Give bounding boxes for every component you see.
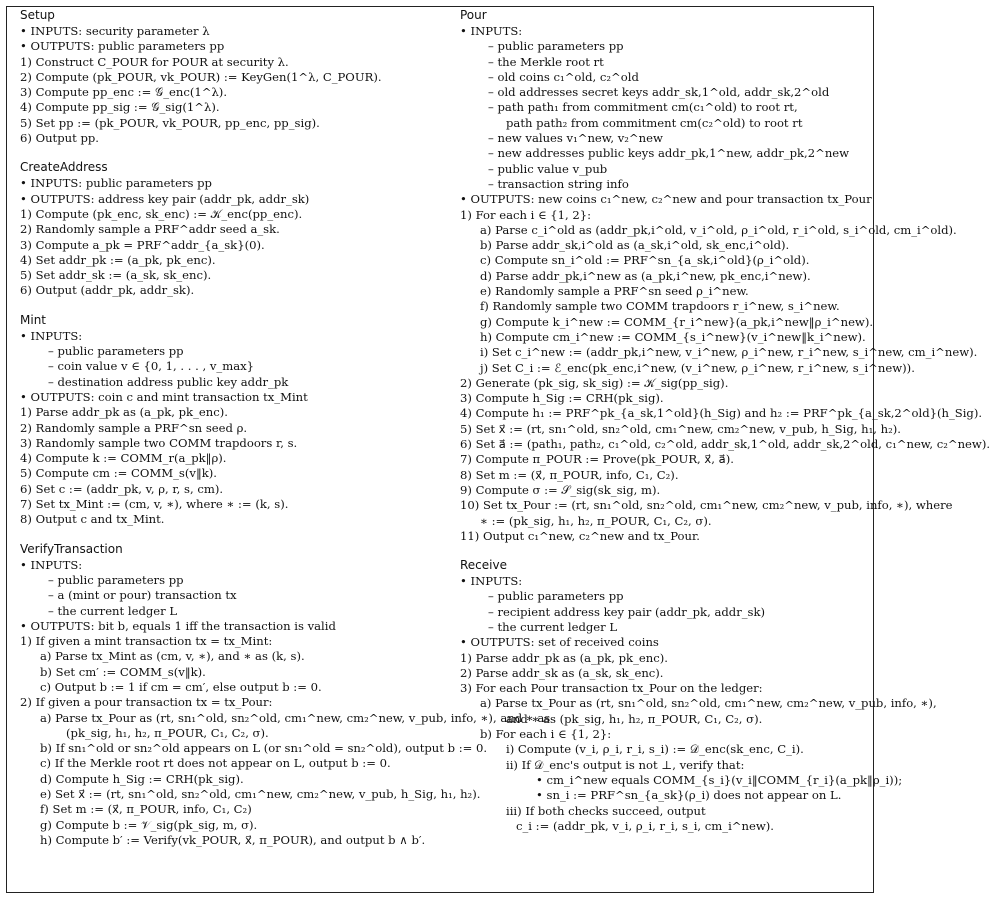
algorithm-line: – coin value v ∈ {0, 1, . . . , v_max} [48, 359, 255, 374]
algorithm-line: 1) If given a mint transaction tx = tx_Mint: [20, 634, 273, 649]
algorithm-line: iii) If both checks succeed, output [506, 803, 706, 818]
algorithm-line: – public parameters pp [488, 39, 624, 54]
algorithm-line: ii) If 𝒟_enc's output is not ⊥, verify that: [506, 757, 745, 772]
algorithm-line: e) Randomly sample a PRF^sn seed ρ_i^new. [480, 284, 749, 299]
algorithm-line: 2) Generate (pk_sig, sk_sig) := 𝒦_sig(pp_sig). [460, 375, 729, 390]
algorithm-line: – new values v₁^new, v₂^new [488, 131, 663, 146]
algorithm-line: • OUTPUTS: public parameters pp [20, 39, 225, 54]
algorithm-line: h) Compute b′ := Verify(vk_POUR, x⃗, π_POUR), and output b ∧ b′. [40, 832, 426, 847]
algorithm-line: c) Output b := 1 if cm = cm′, else output b := 0. [40, 679, 322, 694]
algorithm-line: • INPUTS: [460, 574, 523, 589]
algorithm-line: 2) Randomly sample a PRF^sn seed ρ. [20, 420, 248, 435]
algorithm-line: – public parameters pp [48, 344, 184, 359]
algorithm-line: 6) Set a⃗ := (path₁, path₂, c₁^old, c₂^old, addr_sk,1^old, addr_sk,2^old, c₁^new, c₂^new). [460, 437, 990, 452]
algorithm-line: a) Parse c_i^old as (addr_pk,i^old, v_i^old, ρ_i^old, r_i^old, s_i^old, cm_i^old). [480, 222, 957, 237]
algorithm-line: 1) Compute (pk_enc, sk_enc) := 𝒦_enc(pp_enc). [20, 206, 303, 221]
algorithm-line: b) For each i ∈ {1, 2}: [480, 727, 612, 742]
algorithm-line: j) Set C_i := ℰ_enc(pk_enc,i^new, (v_i^new, ρ_i^new, r_i^new, s_i^new)). [480, 360, 915, 375]
algorithm-line: • INPUTS: [20, 557, 83, 572]
algorithm-line: 1) For each i ∈ {1, 2}: [460, 207, 592, 222]
algorithm-line: a) Parse tx_Pour as (rt, sn₁^old, sn₂^old, cm₁^new, cm₂^new, v_pub, info, ∗), [480, 696, 937, 711]
algorithm-line: • INPUTS: [20, 328, 83, 343]
algorithm-line: 2) Randomly sample a PRF^addr seed a_sk. [20, 222, 280, 237]
algorithm-line: 3) Compute a_pk = PRF^addr_{a_sk}(0). [20, 237, 265, 252]
algorithm-line: 3) Compute h_Sig := CRH(pk_sig). [460, 391, 664, 406]
algorithm-line: (pk_sig, h₁, h₂, π_POUR, C₁, C₂, σ). [66, 725, 269, 740]
algorithm-line: 4) Compute pp_sig := 𝒢_sig(1^λ). [20, 100, 220, 115]
algorithm-line: • sn_i := PRF^sn_{a_sk}(ρ_i) does not appear on L. [536, 788, 842, 803]
algorithm-line: 3) For each Pour transaction tx_Pour on the ledger: [460, 681, 763, 696]
algorithm-line: – transaction string info [488, 176, 629, 191]
algorithm-line: • OUTPUTS: bit b, equals 1 iff the transaction is valid [20, 618, 336, 633]
algorithm-line: • OUTPUTS: coin c and mint transaction tx_Mint [20, 389, 308, 404]
algorithm-line: 4) Compute h₁ := PRF^pk_{a_sk,1^old}(h_Sig) and h₂ := PRF^pk_{a_sk,2^old}(h_Sig). [460, 406, 983, 421]
algorithm-line: 7) Set tx_Mint := (cm, v, ∗), where ∗ := (k, s). [20, 497, 289, 512]
algorithm-line: 5) Set addr_sk := (a_sk, sk_enc). [20, 268, 212, 283]
algorithm-line: 1) Parse addr_pk as (a_pk, pk_enc). [20, 405, 228, 420]
algorithm-line: f) Randomly sample two COMM trapdoors r_i^new, s_i^new. [480, 299, 840, 314]
algorithm-line: • INPUTS: security parameter λ [20, 24, 210, 38]
algorithm-line: 5) Set pp := (pk_POUR, vk_POUR, pp_enc, pp_sig). [20, 115, 320, 130]
algorithm-line: – the current ledger L [488, 619, 618, 634]
algorithm-line: 7) Compute π_POUR := Prove(pk_POUR, x⃗, a⃗). [460, 452, 734, 467]
algorithm-line: 10) Set tx_Pour := (rt, sn₁^old, sn₂^old, cm₁^new, cm₂^new, v_pub, info, ∗), where [460, 498, 953, 513]
algorithm-line: b) If sn₁^old or sn₂^old appears on L (or sn₁^old = sn₂^old), output b := 0. [40, 741, 488, 756]
algorithm-line: 6) Output pp. [20, 131, 99, 146]
algorithm-line: – the current ledger L [48, 603, 178, 618]
receive-title: Receive [460, 558, 507, 573]
algorithm-line: • INPUTS: public parameters pp [20, 176, 212, 191]
algorithm-line: c) If the Merkle root rt does not appear on L, output b := 0. [40, 756, 391, 771]
pour-algorithm [460, 8, 990, 544]
algorithm-line: • OUTPUTS: set of received coins [460, 635, 659, 650]
receive-algorithm [460, 558, 937, 834]
mint-algorithm [20, 313, 440, 528]
algorithm-line: • OUTPUTS: address key pair (addr_pk, addr_sk) [20, 191, 310, 206]
algorithm-line: 6) Set c := (addr_pk, v, ρ, r, s, cm). [20, 481, 224, 496]
algorithm-line: – path path₁ from commitment cm(c₁^old) to root rt, [488, 100, 798, 115]
create-address-algorithm [20, 160, 440, 298]
algorithm-line: – old coins c₁^old, c₂^old [488, 69, 639, 84]
algorithm-line: – public parameters pp [488, 589, 624, 604]
algorithm-line: b) Set cm′ := COMM_s(v‖k). [40, 664, 206, 679]
algorithm-line: – the Merkle root rt [488, 54, 604, 69]
algorithm-line: path path₂ from commitment cm(c₂^old) to root rt [506, 115, 803, 130]
algorithm-line: d) Parse addr_pk,i^new as (a_pk,i^new, pk_enc,i^new). [480, 268, 811, 283]
mint-title: Mint [20, 312, 46, 327]
algorithm-line: 3) Randomly sample two COMM trapdoors r, s. [20, 435, 298, 450]
algorithm-line: a) Parse tx_Mint as (cm, v, ∗), and ∗ as (k, s). [40, 649, 305, 664]
algorithm-line: – public parameters pp [48, 572, 184, 587]
setup-algorithm [20, 8, 440, 146]
algorithm-line: g) Compute k_i^new := COMM_{r_i^new}(a_pk,i^new‖ρ_i^new). [480, 314, 874, 329]
algorithm-line: 8) Set m := (x⃗, π_POUR, info, C₁, C₂). [460, 467, 679, 482]
algorithm-line: – new addresses public keys addr_pk,1^new, addr_pk,2^new [488, 146, 850, 161]
algorithm-line: i) Compute (v_i, ρ_i, r_i, s_i) := 𝒟_enc(sk_enc, C_i). [506, 742, 804, 757]
algorithm-line: 4) Set addr_pk := (a_pk, pk_enc). [20, 252, 216, 267]
algorithm-line: – destination address public key addr_pk [48, 374, 289, 389]
create-address-title: CreateAddress [20, 160, 108, 175]
algorithm-line: 5) Compute cm := COMM_s(v‖k). [20, 466, 217, 481]
algorithm-line: 8) Output c and tx_Mint. [20, 512, 165, 527]
algorithm-line: h) Compute cm_i^new := COMM_{s_i^new}(v_i^new‖k_i^new). [480, 329, 866, 344]
algorithm-line: b) Parse addr_sk,i^old as (a_sk,i^old, sk_enc,i^old). [480, 238, 790, 253]
algorithm-line: 9) Compute σ := 𝒮_sig(sk_sig, m). [460, 482, 661, 497]
pour-title: Pour [460, 8, 487, 22]
algorithm-line: – a (mint or pour) transaction tx [48, 588, 237, 603]
algorithm-line: 3) Compute pp_enc := 𝒢_enc(1^λ). [20, 85, 228, 100]
algorithm-line: 2) Compute (pk_POUR, vk_POUR) := KeyGen(1^λ, C_POUR). [20, 69, 382, 84]
algorithm-line: c_i := (addr_pk, v_i, ρ_i, r_i, s_i, cm_i^new). [516, 818, 774, 833]
algorithm-line: – public value v_pub [488, 161, 608, 176]
algorithm-line: 1) Construct C_POUR for POUR at security λ. [20, 54, 289, 69]
algorithm-line: 4) Compute k := COMM_r(a_pk‖ρ). [20, 451, 227, 466]
setup-title: Setup [20, 8, 55, 22]
algorithm-line: • OUTPUTS: new coins c₁^new, c₂^new and pour transaction tx_Pour [460, 192, 872, 207]
algorithm-line: d) Compute h_Sig := CRH(pk_sig). [40, 771, 244, 786]
algorithm-line: ∗ := (pk_sig, h₁, h₂, π_POUR, C₁, C₂, σ). [480, 513, 712, 528]
algorithm-line: i) Set c_i^new := (addr_pk,i^new, v_i^new, ρ_i^new, r_i^new, s_i^new, cm_i^new). [480, 345, 978, 360]
algorithm-line: 2) If given a pour transaction tx = tx_Pour: [20, 695, 273, 710]
algorithm-line: g) Compute b := 𝒱_sig(pk_sig, m, σ). [40, 817, 258, 832]
algorithm-line: – recipient address key pair (addr_pk, addr_sk) [488, 604, 766, 619]
right-column [460, 8, 990, 848]
algorithm-line: • INPUTS: [460, 24, 523, 38]
algorithm-line: a) Parse tx_Pour as (rt, sn₁^old, sn₂^old, cm₁^new, cm₂^new, v_pub, info, ∗), and ∗ as [40, 710, 551, 725]
algorithm-line: – old addresses secret keys addr_sk,1^old, addr_sk,2^old [488, 85, 830, 100]
verify-transaction-title: VerifyTransaction [20, 541, 123, 556]
algorithm-line: 2) Parse addr_sk as (a_sk, sk_enc). [460, 665, 664, 680]
algorithm-line: and ∗ as (pk_sig, h₁, h₂, π_POUR, C₁, C₂, σ). [506, 711, 763, 726]
algorithm-line: 6) Output (addr_pk, addr_sk). [20, 283, 195, 298]
algorithm-line: • cm_i^new equals COMM_{s_i}(v_i‖COMM_{r_i}(a_pk‖ρ_i)); [536, 772, 903, 787]
algorithm-line: e) Set x⃗ := (rt, sn₁^old, sn₂^old, cm₁^new, cm₂^new, v_pub, h_Sig, h₁, h₂). [40, 787, 481, 802]
algorithm-line: 1) Parse addr_pk as (a_pk, pk_enc). [460, 650, 668, 665]
algorithm-line: c) Compute sn_i^old := PRF^sn_{a_sk,i^old}(ρ_i^old). [480, 253, 810, 268]
algorithm-line: 11) Output c₁^new, c₂^new and tx_Pour. [460, 528, 700, 543]
algorithm-line: f) Set m := (x⃗, π_POUR, info, C₁, C₂) [40, 802, 252, 817]
algorithm-line: 5) Set x⃗ := (rt, sn₁^old, sn₂^old, cm₁^new, cm₂^new, v_pub, h_Sig, h₁, h₂). [460, 421, 901, 436]
